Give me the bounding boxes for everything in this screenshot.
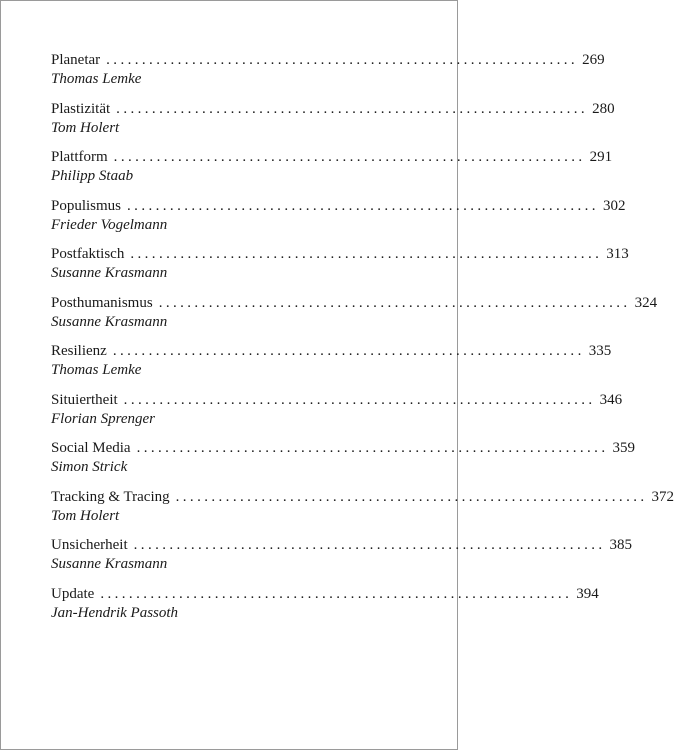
entry-title: Tracking & Tracing [51, 488, 170, 505]
page-number: 313 [606, 246, 629, 262]
toc-entry-line [51, 342, 612, 361]
toc-entry [51, 51, 605, 100]
page-number: 359 [612, 440, 635, 456]
page-number: 394 [576, 585, 599, 602]
toc-entry [51, 148, 613, 197]
entry-author: Frieder Vogelmann [51, 216, 168, 233]
page-number: 302 [602, 197, 626, 214]
entry-author: Simon Strick [51, 459, 128, 475]
dot-leader: .................................................................. [123, 391, 596, 408]
toc-entry-line [51, 488, 674, 507]
entry-title: Social Media [51, 440, 131, 456]
page-number: 324 [634, 294, 658, 311]
toc-entry-line [51, 100, 615, 119]
toc-entry [51, 536, 633, 585]
toc-entry-line [51, 439, 635, 458]
page-number: 346 [599, 391, 623, 408]
entry-title: Situiertheit [51, 391, 118, 408]
entry-title: Postfaktisch [51, 246, 125, 262]
table-of-contents [51, 51, 674, 633]
entry-title: Unsicherheit [51, 537, 128, 553]
entry-author: Susanne Krasmann [51, 313, 168, 330]
dot-leader: .................................................................. [130, 246, 603, 262]
dot-leader: .................................................................. [113, 149, 586, 165]
toc-entry-line [51, 148, 613, 167]
entry-author: Thomas Lemke [51, 71, 142, 87]
page-number: 280 [592, 100, 615, 117]
toc-entry-line [51, 391, 623, 410]
dot-leader: .................................................................. [127, 197, 599, 214]
toc-entry-line [51, 197, 626, 216]
toc-entry [51, 585, 599, 634]
page-number: 385 [609, 537, 633, 553]
page-number: 335 [588, 343, 612, 359]
dot-leader: .................................................................. [175, 488, 648, 505]
dot-leader: .................................................................. [136, 440, 609, 456]
entry-title: Posthumanismus [51, 294, 153, 311]
entry-author: Susanne Krasmann [51, 265, 168, 281]
page-number: 291 [589, 149, 613, 165]
entry-author: Florian Sprenger [51, 410, 156, 427]
entry-title: Plattform [51, 149, 108, 165]
toc-entry [51, 100, 615, 149]
entry-author: Tom Holert [51, 119, 120, 136]
toc-entry-line [51, 245, 629, 264]
toc-entry-line [51, 585, 599, 604]
dot-leader: .................................................................. [133, 537, 606, 553]
toc-entry [51, 197, 626, 246]
entry-author: Jan-Hendrik Passoth [51, 604, 179, 621]
dot-leader: .................................................................. [112, 343, 585, 359]
entry-author: Tom Holert [51, 507, 120, 524]
dot-leader: .................................................................. [100, 585, 573, 602]
entry-title: Populismus [51, 197, 122, 214]
entry-title: Resilienz [51, 343, 107, 359]
toc-entry-line [51, 294, 658, 313]
entry-title: Plastizität [51, 100, 111, 117]
dot-leader: .................................................................. [158, 294, 631, 311]
toc-entry [51, 245, 629, 294]
page-number: 372 [651, 488, 674, 505]
entry-author: Susanne Krasmann [51, 556, 168, 572]
entry-author: Philipp Staab [51, 168, 134, 184]
toc-entry [51, 488, 674, 537]
toc-entry [51, 439, 635, 488]
toc-entry [51, 342, 612, 391]
dot-leader: .................................................................. [106, 52, 579, 68]
toc-entry-line [51, 536, 633, 555]
entry-title: Planetar [51, 52, 101, 68]
toc-entry [51, 294, 658, 343]
toc-entry-line [51, 51, 605, 70]
page-number: 269 [582, 52, 605, 68]
entry-author: Thomas Lemke [51, 362, 142, 378]
entry-title: Update [51, 585, 95, 602]
toc-entry [51, 391, 623, 440]
dot-leader: .................................................................. [116, 100, 589, 117]
